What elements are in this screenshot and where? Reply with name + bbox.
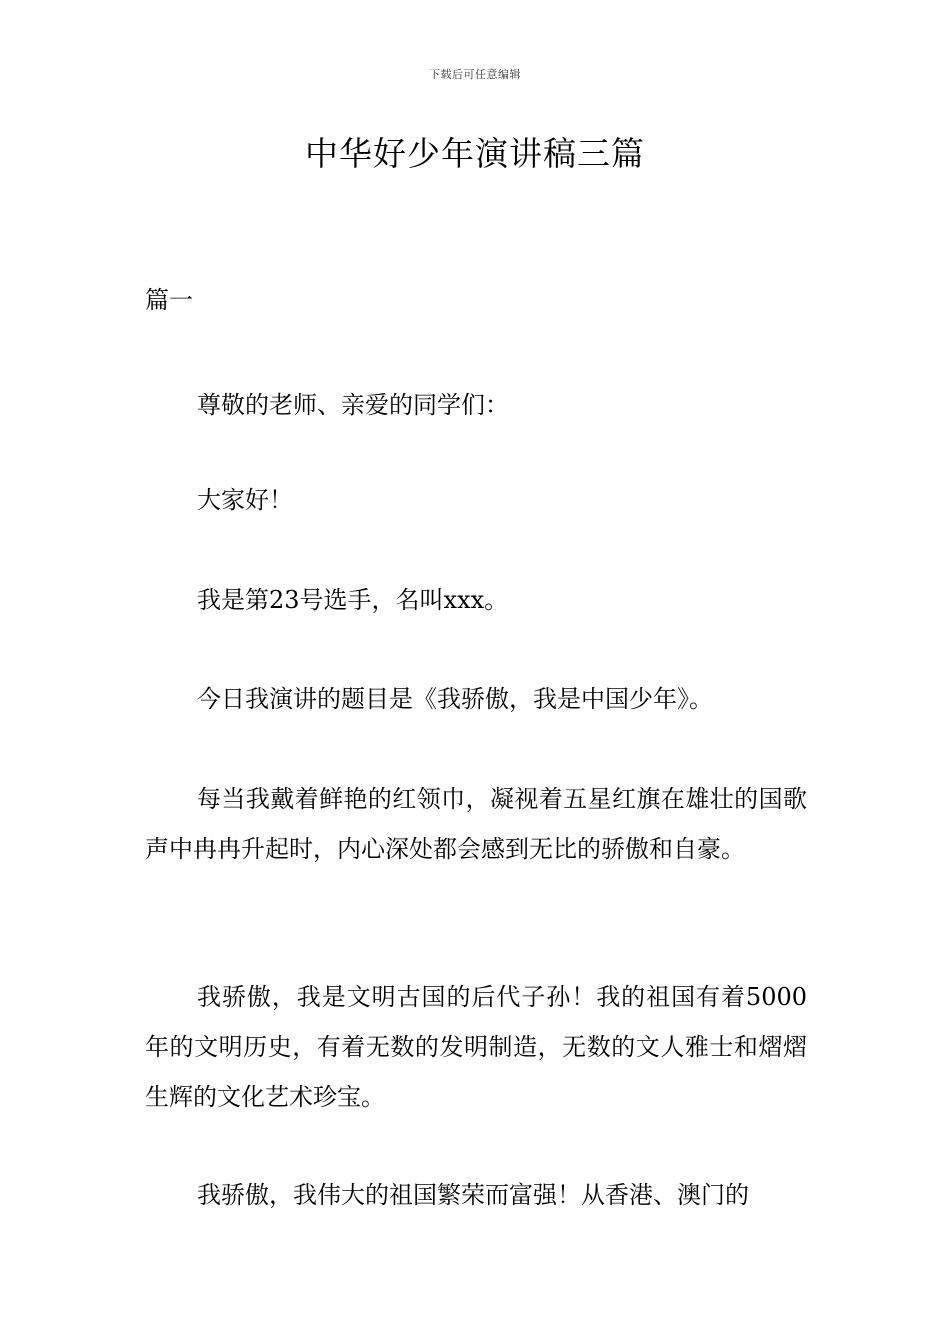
section-label: 篇一 <box>145 286 193 314</box>
paragraph-greeting: 大家好！ <box>197 486 293 514</box>
paragraph-topic: 今日我演讲的题目是《我骄傲，我是中国少年》。 <box>197 685 713 713</box>
paragraph-ancient-civilization: 我骄傲，我是文明古国的后代子孙！我的祖国有着5000年的文明历史，有着无数的发明制造，无数的文人雅士和熠熠生辉的文化艺术珍宝。 <box>145 983 807 1111</box>
paragraph-prosperity: 我骄傲，我伟大的祖国繁荣而富强！从香港、澳门的 <box>197 1181 749 1209</box>
header-note: 下载后可任意编辑 <box>429 68 521 81</box>
document-title: 中华好少年演讲稿三篇 <box>305 134 645 173</box>
paragraph-salutation: 尊敬的老师、亲爱的同学们： <box>197 391 509 419</box>
paragraph-introduction: 我是第23号选手，名叫xxx。 <box>197 586 509 614</box>
paragraph-red-scarf: 每当我戴着鲜艳的红领巾，凝视着五星红旗在雄壮的国歌声中冉冉升起时，内心深处都会感到无比的骄傲和自豪。 <box>145 785 807 863</box>
